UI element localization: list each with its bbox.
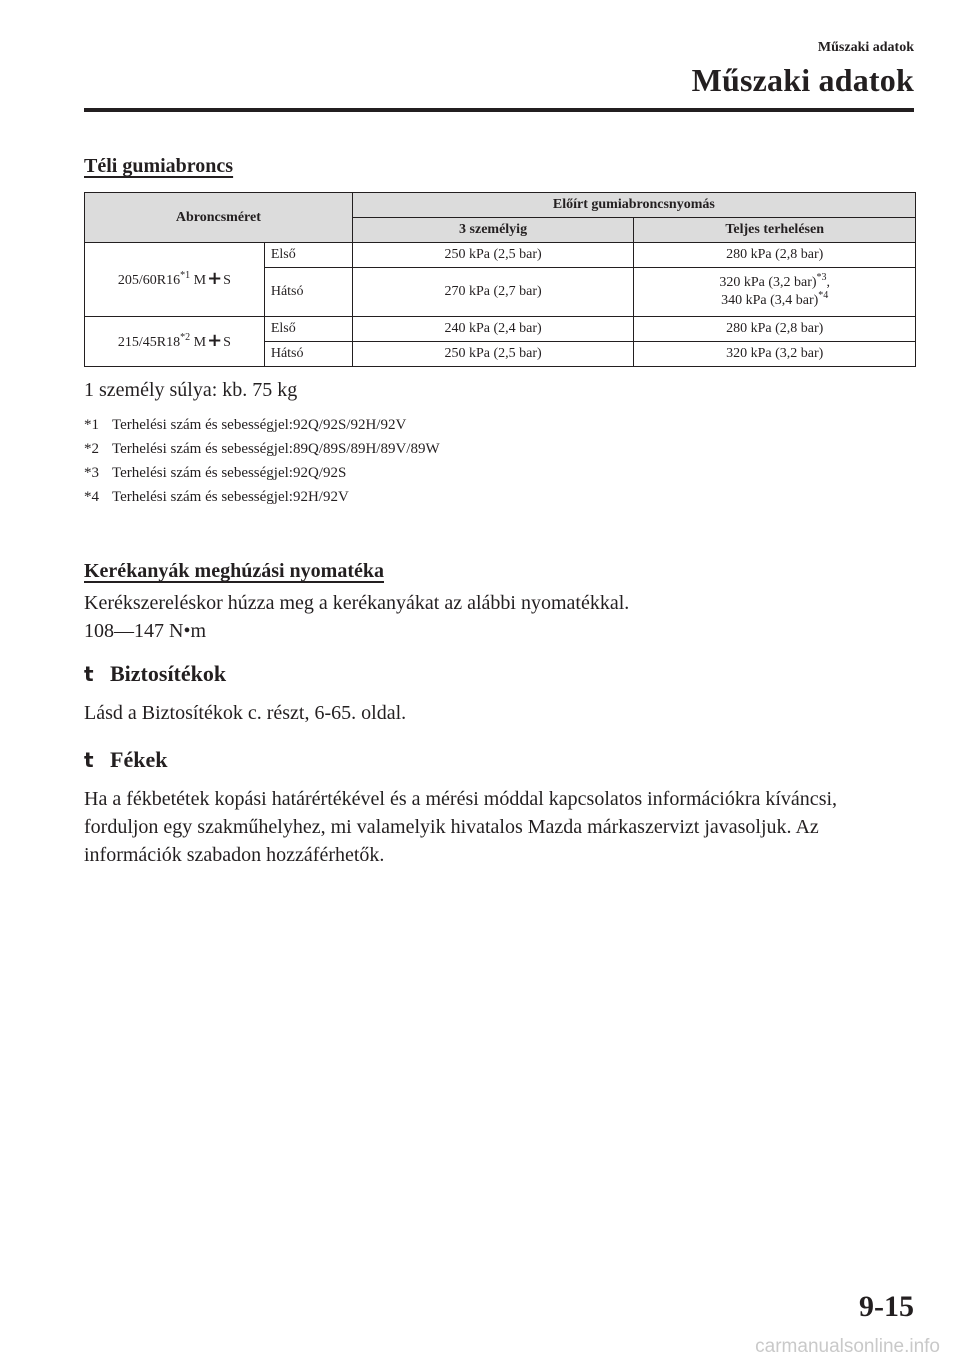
footnote-mark: *2 bbox=[180, 331, 191, 343]
footnote-text: Terhelési szám és sebességjel:92Q/92S/92H/92V bbox=[112, 417, 407, 433]
tyre-size-cell bbox=[85, 317, 265, 367]
brakes-title: Fékek bbox=[110, 747, 168, 772]
footnote-mark: *4 bbox=[818, 290, 829, 301]
col-size-header: Abroncsméret bbox=[85, 193, 353, 243]
brakes-text: Ha a fékbetétek kopási határértékével és a mérési móddal kapcsolatos információkra kíváncsi, forduljon egy szakműhelyhez, mi valamelyik hivatalos Mazda márkaszervizt javasoljuk. Az információk szabadon hozzáférhetők. bbox=[84, 788, 838, 866]
ms-m: M bbox=[193, 334, 207, 350]
fuses-text: Lásd a Biztosítékok c. részt, 6-65. oldal. bbox=[84, 702, 407, 724]
chapter-title: Műszaki adatok bbox=[691, 62, 914, 98]
pressure-value: 340 kPa (3,4 bar) bbox=[721, 293, 819, 308]
footnote-mark: *4 bbox=[84, 489, 99, 505]
col-pressure-header: Előírt gumiabroncsnyomás bbox=[352, 193, 915, 218]
page-number: 9-15 bbox=[859, 1290, 914, 1323]
wheel-nut-title: Kerékanyák meghúzási nyomatéka bbox=[84, 560, 384, 582]
wheel-nut-text: Kerékszereléskor húzza meg a kerékanyákat az alábbi nyomatékkal. bbox=[84, 592, 630, 614]
footnote-item bbox=[84, 461, 914, 485]
pressure-fullload: 280 kPa (2,8 bar) bbox=[634, 243, 916, 268]
footnote-item bbox=[84, 413, 914, 437]
axle-front: Első bbox=[264, 317, 352, 342]
section-bullet-icon: t bbox=[84, 748, 94, 772]
footnote-mark: *3 bbox=[84, 465, 99, 481]
tyre-pressure-table bbox=[84, 192, 916, 367]
pressure-3persons: 250 kPa (2,5 bar) bbox=[352, 243, 634, 268]
fuses-title: Biztosítékok bbox=[110, 661, 227, 686]
pressure-3persons: 240 kPa (2,4 bar) bbox=[352, 317, 634, 342]
plus-icon: + bbox=[207, 267, 223, 289]
ms-s: S bbox=[223, 334, 231, 350]
footnote-text: Terhelési szám és sebességjel:92H/92V bbox=[112, 489, 349, 505]
footnote-item bbox=[84, 485, 914, 509]
person-weight-note: 1 személy súlya: kb. 75 kg bbox=[84, 379, 298, 401]
tyre-size: 205/60R16 bbox=[117, 272, 181, 288]
axle-rear: Hátsó bbox=[264, 268, 352, 317]
col-3persons-header: 3 személyig bbox=[352, 218, 634, 243]
section-bullet-icon: t bbox=[84, 662, 94, 686]
table-header-row bbox=[85, 193, 916, 218]
separator: , bbox=[826, 275, 831, 290]
table-row bbox=[85, 243, 916, 268]
wheel-nut-torque: 108—147 N•m bbox=[84, 620, 207, 642]
brakes-heading bbox=[84, 745, 914, 775]
tyre-size: 215/45R18 bbox=[117, 334, 181, 350]
footnote-list bbox=[84, 413, 914, 509]
col-fullload-header: Teljes terhelésen bbox=[634, 218, 916, 243]
footnote-item bbox=[84, 437, 914, 461]
pressure-3persons: 270 kPa (2,7 bar) bbox=[352, 268, 634, 317]
pressure-3persons: 250 kPa (2,5 bar) bbox=[352, 342, 634, 367]
footnote-mark: *3 bbox=[816, 272, 827, 283]
axle-rear: Hátsó bbox=[264, 342, 352, 367]
tyre-size-cell bbox=[85, 243, 265, 317]
footnote-mark: *1 bbox=[84, 417, 99, 433]
winter-tyre-title: Téli gumiabroncs bbox=[84, 155, 234, 177]
footnote-text: Terhelési szám és sebességjel:92Q/92S bbox=[112, 465, 347, 481]
fuses-heading bbox=[84, 659, 914, 689]
ms-s: S bbox=[223, 272, 231, 288]
spacer bbox=[84, 509, 914, 557]
plus-icon: + bbox=[207, 329, 223, 351]
footnote-text: Terhelési szám és sebességjel:89Q/89S/89H/89V/89W bbox=[112, 441, 440, 457]
pressure-fullload: 320 kPa (3,2 bar) bbox=[634, 342, 916, 367]
axle-front: Első bbox=[264, 243, 352, 268]
watermark: carmanualsonline.info bbox=[755, 1336, 940, 1357]
running-head: Műszaki adatok bbox=[817, 40, 914, 55]
ms-m: M bbox=[193, 272, 207, 288]
page-content bbox=[84, 152, 914, 869]
pressure-fullload: 280 kPa (2,8 bar) bbox=[634, 317, 916, 342]
pressure-value: 320 kPa (3,2 bar) bbox=[719, 275, 817, 290]
header-rule bbox=[84, 108, 914, 112]
table-row bbox=[85, 317, 916, 342]
pressure-fullload-multi bbox=[634, 268, 916, 317]
footnote-mark: *2 bbox=[84, 441, 99, 457]
footnote-mark: *1 bbox=[180, 269, 191, 281]
